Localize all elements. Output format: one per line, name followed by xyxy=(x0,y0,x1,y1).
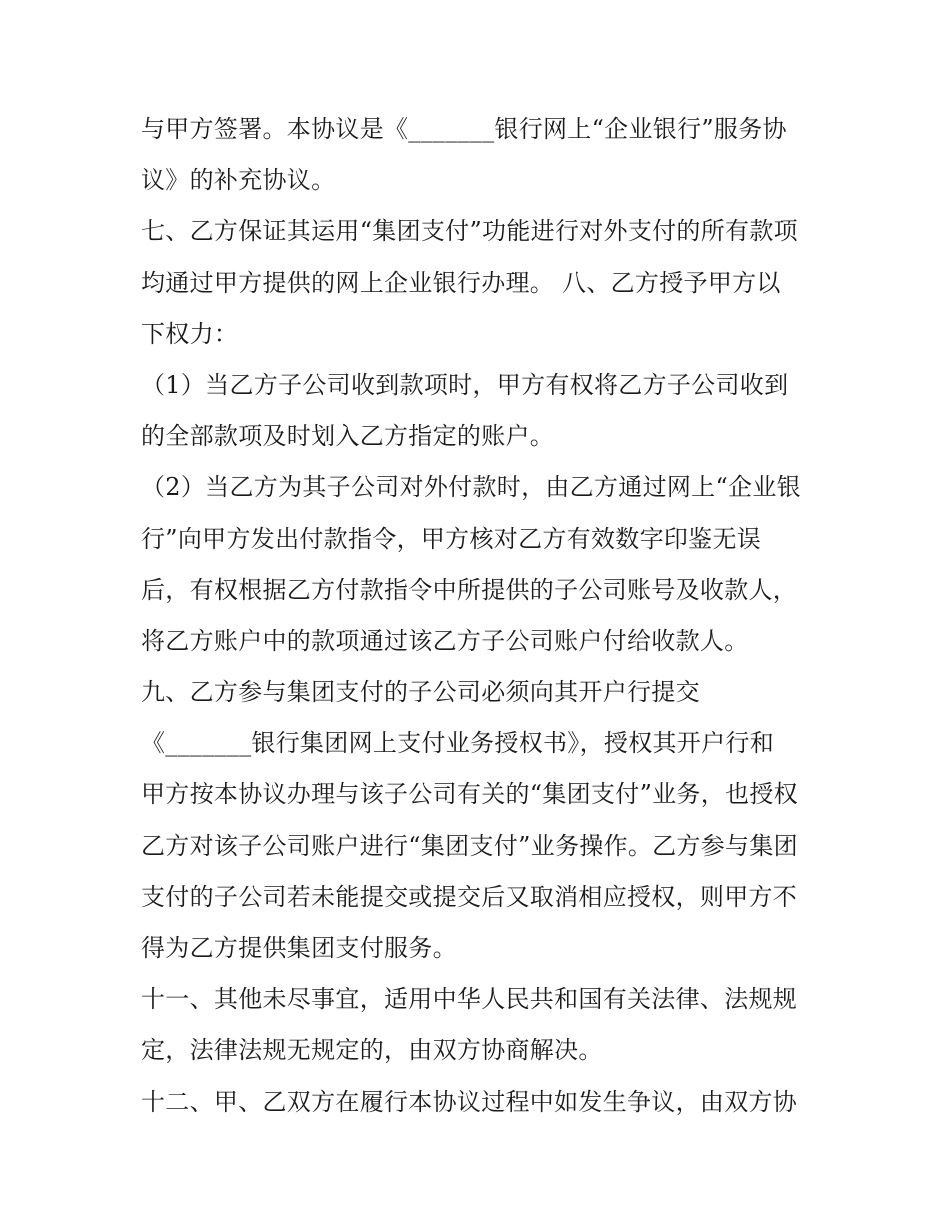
text-line: 与甲方签署。本协议是《_______银行网上“企业银行”服务协 xyxy=(141,115,787,143)
text-line: 后，有权根据乙方付款指令中所提供的子公司账号及收款人， xyxy=(141,575,798,604)
text-line: 议》的补充协议。 xyxy=(141,166,336,195)
text-line: 得为乙方提供集团支付服务。 xyxy=(141,934,457,962)
text-line: （2）当乙方为其子公司对外付款时，由乙方通过网上“企业银 xyxy=(141,473,801,502)
text-line: 定，法律法规无规定的，由双方协商解决。 xyxy=(141,1036,603,1065)
text-line: 十一、其他未尽事宜，适用中华人民共和国有关法律、法规规 xyxy=(141,985,798,1014)
text-line: 十二、甲、乙双方在履行本协议过程中如发生争议，由双方协 xyxy=(141,1087,798,1116)
text-line: 支付的子公司若未能提交或提交后又取消相应授权，则甲方不 xyxy=(141,882,798,911)
text-line: 乙方对该子公司账户进行“集团支付”业务操作。乙方参与集团 xyxy=(141,831,798,860)
text-line: （1）当乙方子公司收到款项时，甲方有权将乙方子公司收到 xyxy=(141,370,789,399)
text-line: 《_______银行集团网上支付业务授权书》，授权其开户行和 xyxy=(141,729,774,758)
text-line: 行”向甲方发出付款指令，甲方核对乙方有效数字印鉴无误 xyxy=(141,524,762,553)
agreement-text xyxy=(141,104,821,1128)
text-line: 七、乙方保证其运用“集团支付”功能进行对外支付的所有款项 xyxy=(141,217,798,246)
text-line: 九、乙方参与集团支付的子公司必须向其开户行提交 xyxy=(141,678,700,707)
text-line: 均通过甲方提供的网上企业银行办理。 八、乙方授予甲方以 xyxy=(141,268,781,297)
text-line: 的全部款项及时划入乙方指定的账户。 xyxy=(141,422,555,451)
text-line: 下权力： xyxy=(141,319,239,348)
text-line: 将乙方账户中的款项通过该乙方子公司账户付给收款人。 xyxy=(141,626,749,655)
text-line: 甲方按本协议办理与该子公司有关的“集团支付”业务，也授权 xyxy=(141,780,798,809)
